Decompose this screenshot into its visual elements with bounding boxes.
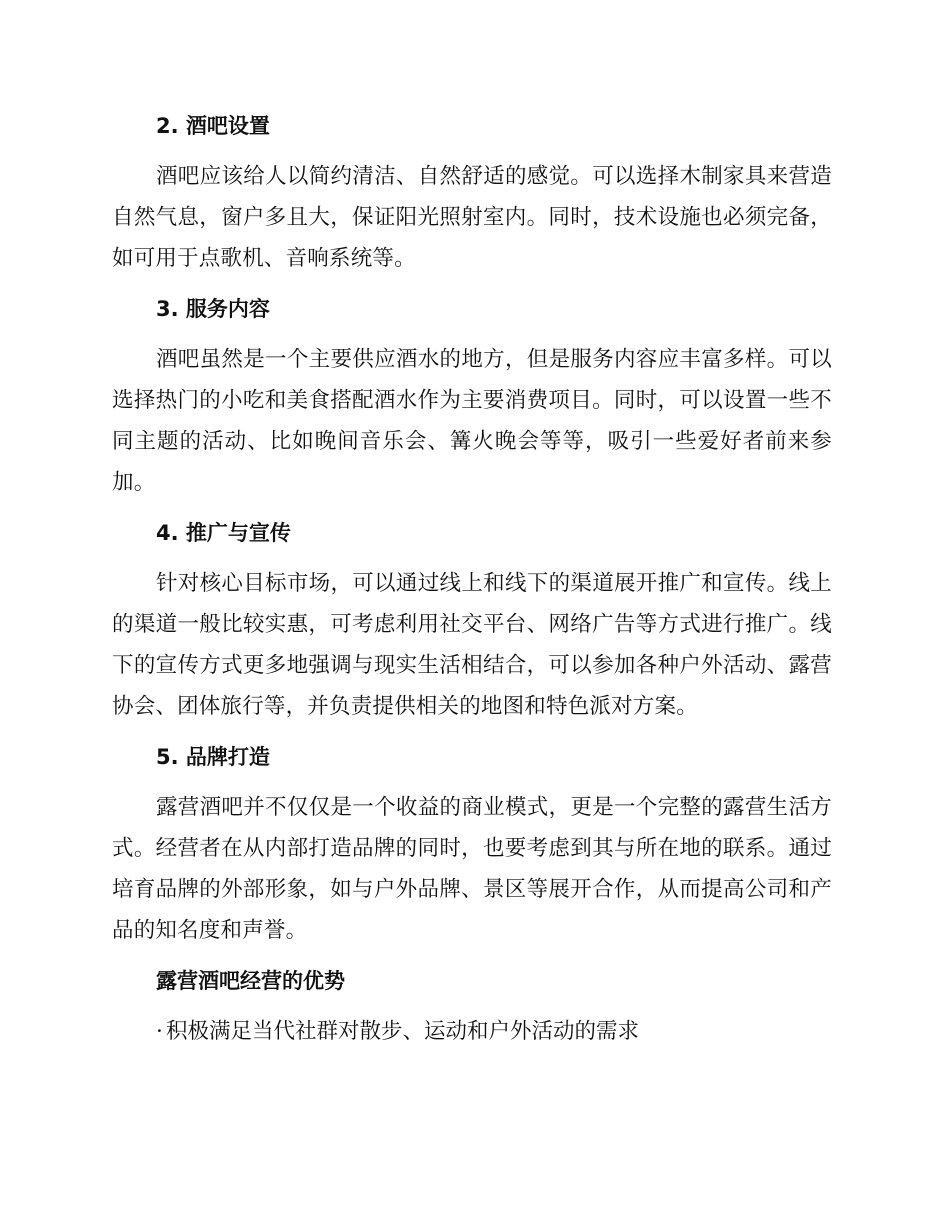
section-heading-services: 3. 服务内容 [156, 297, 270, 321]
advantages-heading: 露营酒吧经营的优势 [156, 969, 345, 993]
section-paragraph-promotion: 针对核心目标市场，可以通过线上和线下的渠道展开推广和宣传。线上的渠道一般比较实惠，可考虑利用社交平台、网络广告等方式进行推广。线下的宣传方式更多地强调与现实生活相结合，可以参加各种户外活动、露营协会、团体旅行等，并负责提供相关的地图和特色派对方案。 [112, 571, 832, 719]
section-paragraph-bar-setup: 酒吧应该给人以简约清洁、自然舒适的感觉。可以选择木制家具来营造自然气息，窗户多且大，保证阳光照射室内。同时，技术设施也必须完备，如可用于点歌机、音响系统等。 [112, 164, 832, 271]
section-heading-bar-setup: 2. 酒吧设置 [156, 114, 270, 138]
advantages-list-item [112, 1011, 832, 1052]
bullet-icon: · [156, 1019, 163, 1044]
section-heading-branding: 5. 品牌打造 [156, 745, 270, 769]
document-body [112, 108, 832, 1052]
section-heading-promotion: 4. 推广与宣传 [156, 521, 291, 545]
advantages-item-text: 积极满足当代社群对散步、运动和户外活动的需求 [166, 1019, 640, 1044]
section-paragraph-services: 酒吧虽然是一个主要供应酒水的地方，但是服务内容应丰富多样。可以选择热门的小吃和美食搭配酒水作为主要消费项目。同时，可以设置一些不同主题的活动、比如晚间音乐会、篝火晚会等等，吸引一些爱好者前来参加。 [112, 347, 832, 495]
section-paragraph-branding: 露营酒吧并不仅仅是一个收益的商业模式，更是一个完整的露营生活方式。经营者在从内部打造品牌的同时，也要考虑到其与所在地的联系。通过培育品牌的外部形象，如与户外品牌、景区等展开合作，从而提高公司和产品的知名度和声誉。 [112, 795, 832, 943]
